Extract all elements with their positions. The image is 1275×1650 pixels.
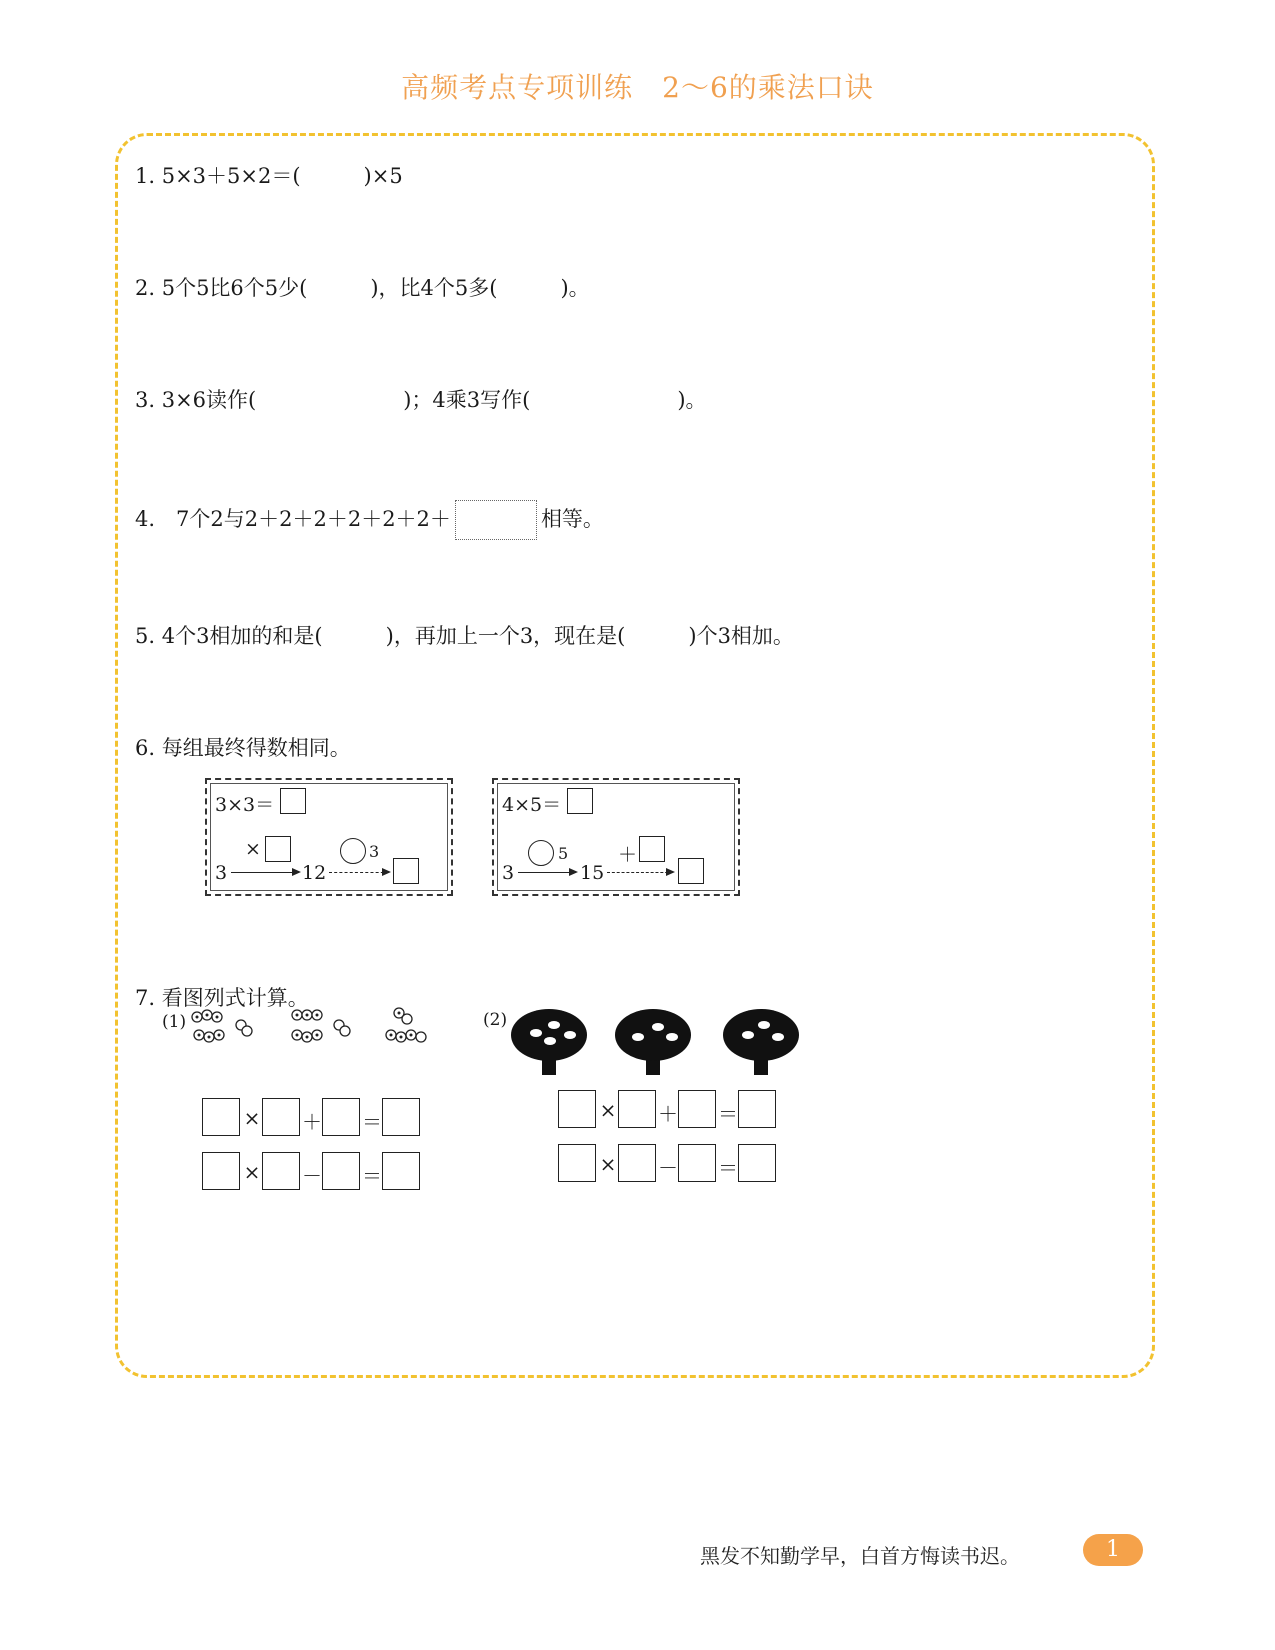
operator-circle[interactable] — [528, 840, 554, 866]
answer-box[interactable] — [202, 1098, 240, 1136]
answer-box[interactable] — [678, 858, 704, 884]
q6-left-start: 3 — [215, 862, 228, 884]
answer-box[interactable] — [382, 1152, 420, 1190]
question-6: 6. 每组最终得数相同。 — [135, 736, 351, 760]
answer-box[interactable] — [678, 1090, 716, 1128]
flower-icon — [386, 1008, 426, 1042]
question-3: 3. 3×6读作( )；4乘3写作( )。 — [135, 388, 707, 412]
times-sign: × — [243, 1106, 261, 1130]
q6-right-equation: 4×5＝ — [502, 794, 562, 816]
answer-box[interactable] — [618, 1090, 656, 1128]
answer-box[interactable] — [382, 1098, 420, 1136]
answer-box[interactable] — [618, 1144, 656, 1182]
q6-left-op2-value: 3 — [369, 842, 380, 861]
tree-icon — [615, 1009, 691, 1075]
answer-box[interactable] — [558, 1090, 596, 1128]
q6-right-start: 3 — [502, 862, 515, 884]
equals-sign: ＝ — [718, 1156, 738, 1180]
arrow — [518, 872, 576, 873]
tree-icon — [723, 1009, 799, 1075]
q6-left-op1: × — [245, 838, 261, 860]
question-4-prefix: 4. 7个2与2＋2＋2＋2＋2＋2＋ — [135, 506, 451, 531]
answer-box[interactable] — [265, 836, 291, 862]
arrow — [607, 872, 673, 873]
equals-sign: ＝ — [362, 1110, 382, 1134]
question-2: 2. 5个5比6个5少( )，比4个5多( )。 — [135, 276, 590, 300]
trees-illustration — [510, 1005, 810, 1077]
q7-part2-label: (2) — [483, 1010, 508, 1030]
question-1: 1. 5×3＋5×2＝( )×5 — [135, 164, 403, 188]
q6-right-op2: ＋ — [618, 844, 638, 866]
plus-sign: ＋ — [658, 1102, 678, 1126]
equals-sign: ＝ — [362, 1164, 382, 1188]
answer-box[interactable] — [455, 500, 537, 540]
answer-box[interactable] — [558, 1144, 596, 1182]
arrow — [231, 872, 299, 873]
question-4 — [135, 500, 604, 540]
q6-left-mid: 12 — [302, 862, 327, 884]
q6-right-mid: 15 — [580, 862, 605, 884]
answer-box[interactable] — [639, 836, 665, 862]
q6-right-panel — [492, 778, 740, 896]
q6-left-equation: 3×3＝ — [215, 794, 275, 816]
minus-sign: － — [302, 1164, 322, 1188]
times-sign: × — [599, 1152, 617, 1176]
answer-box[interactable] — [202, 1152, 240, 1190]
answer-box[interactable] — [738, 1090, 776, 1128]
q6-left-panel — [205, 778, 453, 896]
minus-sign: － — [658, 1156, 678, 1180]
tree-icon — [511, 1009, 587, 1075]
q7-part1-label: (1) — [162, 1012, 187, 1032]
answer-box[interactable] — [567, 788, 593, 814]
footer-motto: 黑发不知勤学早，白首方悔读书迟。 — [700, 1544, 1020, 1568]
question-7: 7. 看图列式计算。 — [135, 986, 309, 1010]
equals-sign: ＝ — [718, 1102, 738, 1126]
answer-box[interactable] — [678, 1144, 716, 1182]
answer-box[interactable] — [738, 1144, 776, 1182]
arrow — [329, 872, 389, 873]
page-number-badge: 1 — [1083, 1534, 1143, 1566]
question-5: 5. 4个3相加的和是( )，再加上一个3，现在是( )个3相加。 — [135, 624, 794, 648]
answer-box[interactable] — [262, 1152, 300, 1190]
answer-box[interactable] — [322, 1098, 360, 1136]
answer-box[interactable] — [322, 1152, 360, 1190]
answer-box[interactable] — [280, 788, 306, 814]
times-sign: × — [599, 1098, 617, 1122]
operator-circle[interactable] — [340, 838, 366, 864]
page-title: 高频考点专项训练 2～6的乘法口诀 — [401, 71, 874, 104]
times-sign: × — [243, 1160, 261, 1184]
flower-icon — [192, 1010, 252, 1042]
flower-clusters-illustration — [185, 1005, 445, 1055]
flower-icon — [292, 1010, 350, 1042]
q6-right-op1-value: 5 — [558, 844, 569, 863]
plus-sign: ＋ — [302, 1110, 322, 1134]
answer-box[interactable] — [262, 1098, 300, 1136]
answer-box[interactable] — [393, 858, 419, 884]
question-4-suffix: 相等。 — [540, 506, 604, 531]
